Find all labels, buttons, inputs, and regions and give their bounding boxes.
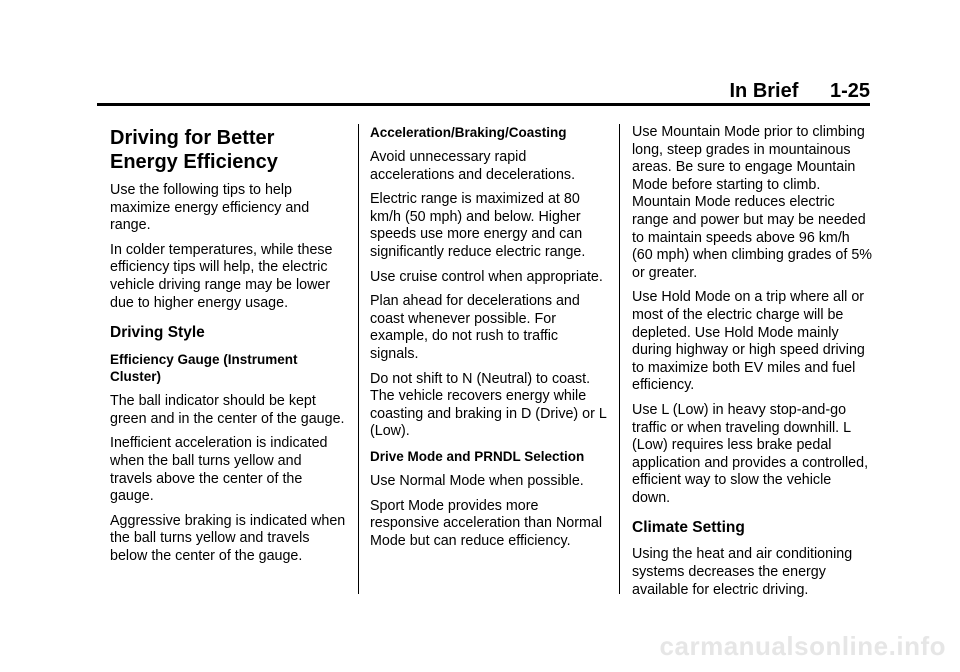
section-title: In Brief	[729, 80, 799, 102]
watermark: carmanualsonline.info	[659, 631, 946, 661]
paragraph: Use L (Low) in heavy stop-and-go traffic or when traveling downhill. L (Low) requires less brake pedal application and provides a controlled, efficient way to slow the vehicle down.	[632, 401, 869, 506]
paragraph: Using the heat and air conditioning systems decreases the energy available for electric driving.	[632, 546, 853, 598]
column-3	[632, 124, 872, 606]
paragraph: Use the following tips to help maximize energy efficiency and range.	[110, 182, 310, 234]
paragraph: The ball indicator should be kept green and in the center of the gauge.	[110, 393, 345, 427]
paragraph: Do not shift to N (Neutral) to coast. The vehicle recovers energy while coasting and braking in D (Drive) or L (Low).	[370, 370, 607, 440]
column-2	[370, 124, 610, 557]
article-title: Driving for Better Energy Efficiency	[110, 127, 278, 173]
paragraph: Sport Mode provides more responsive acceleration than Normal Mode but can reduce efficiency.	[370, 497, 603, 549]
paragraph: Aggressive braking is indicated when the ball turns yellow and travels below the center of the gauge.	[110, 512, 346, 564]
paragraph: Electric range is maximized at 80 km/h (50 mph) and below. Higher speeds use more energy and can significantly reduce electric range.	[370, 191, 586, 260]
header-rule	[97, 103, 870, 106]
paragraph: Plan ahead for decelerations and coast whenever possible. For example, do not rush to traffic signals.	[370, 293, 580, 362]
subheading-efficiency-gauge: Efficiency Gauge (Instrument Cluster)	[110, 352, 298, 385]
subheading-drive-mode: Drive Mode and PRNDL Selection	[370, 448, 585, 464]
paragraph: Inefficient acceleration is indicated when the ball turns yellow and travels above the center of the gauge.	[110, 435, 328, 505]
paragraph: Avoid unnecessary rapid accelerations and decelerations.	[370, 149, 576, 183]
heading-driving-style: Driving Style	[110, 324, 205, 342]
subheading-acceleration: Acceleration/Braking/Coasting	[370, 125, 567, 140]
column-1	[110, 124, 346, 573]
heading-climate-setting: Climate Setting	[632, 519, 745, 537]
page-header	[730, 80, 871, 103]
column-divider-1	[358, 124, 359, 594]
paragraph: Use Mountain Mode prior to climbing long, steep grades in mountainous areas. Be sure to engage Mountain Mode before starting to climb. Mountain Mode reduces electric range and power but may be needed to maintain speeds above 96 km/h (60 mph) when climbing grades of 5% or greater.	[632, 124, 872, 281]
column-divider-2	[619, 124, 620, 594]
paragraph: Use cruise control when appropriate.	[370, 268, 603, 285]
paragraph: Use Hold Mode on a trip where all or most of the electric charge will be depleted. Use Hold Mode mainly during highway or high speed driving to maximize both EV miles and fuel efficiency.	[632, 289, 865, 394]
paragraph: In colder temperatures, while these efficiency tips will help, the electric vehicle driving range may be lower due to higher energy usage.	[110, 241, 333, 311]
page-number: 1-25	[829, 80, 870, 102]
paragraph: Use Normal Mode when possible.	[370, 472, 584, 489]
